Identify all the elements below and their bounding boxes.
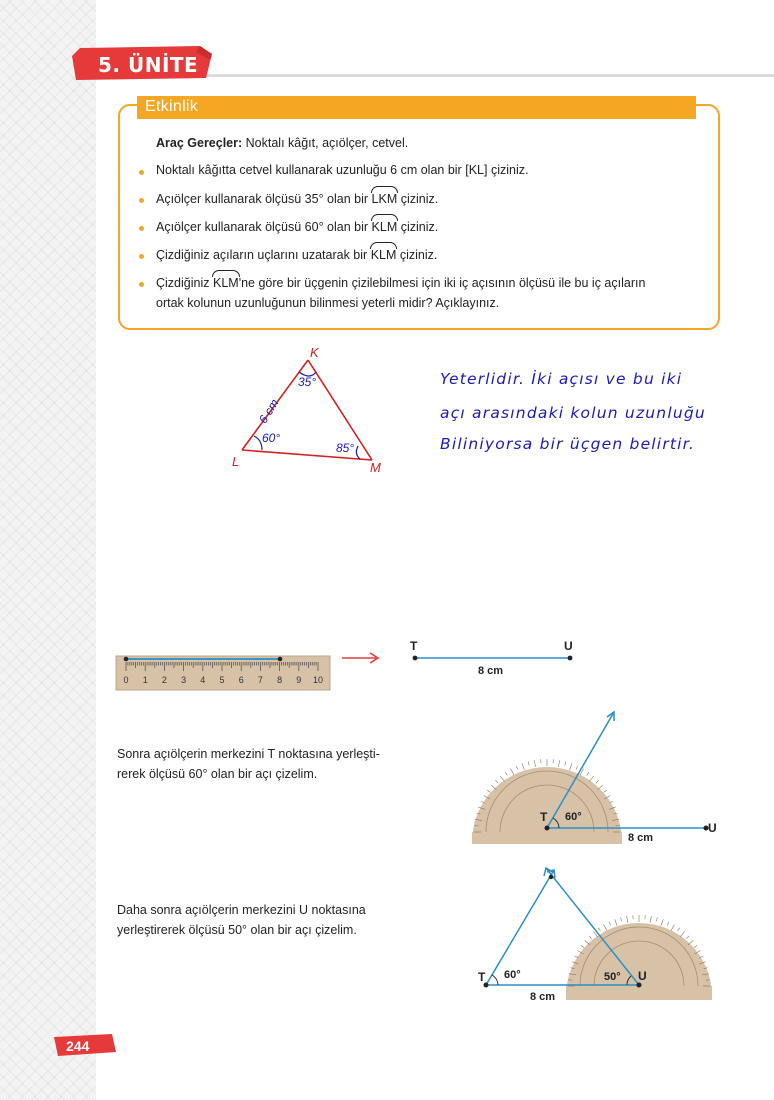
answer-line-2: açı arasındaki kolun uzunluğu [440,404,706,422]
angle-k-value: 35° [298,375,317,389]
protractor-tick [667,922,669,926]
protractor-tick [528,761,529,765]
angle-60-label: 60° [565,811,582,823]
protractor-tick [604,790,607,792]
triangle-klm-ref: KLM [212,276,239,290]
protractor-tick [686,936,689,939]
point-u-label: U [564,639,573,653]
angle-m-arc [356,446,360,459]
protractor-tick [587,772,589,775]
protractor-tick [581,945,584,947]
protractor-tick [604,925,608,931]
bullet-item-1 [156,163,528,177]
tools-label: Araç Gereçler: [156,136,243,150]
activity-title: Etkinlik [145,98,199,115]
handwritten-triangle [220,340,400,480]
protractor-tick [621,917,622,921]
ruler-tick-label: 3 [181,675,187,685]
protractor-tick [505,772,507,775]
bullet-5-rest: 'ne göre bir üçgenin çizilebilmesi için iki iç açısının ölçüsü ile bu iç açıların [238,276,646,290]
segment-length: 8 cm [628,832,654,844]
ruler-tick-label: 5 [219,675,225,685]
segment-length: 8 cm [530,991,556,1003]
bullet-2-text: Açıölçer kullanarak ölçüsü 35° olan bir [156,192,369,206]
protractor-tick [650,916,651,923]
step3-line-2: yerleştirerek ölçüsü 50° olan bir açı çizelim. [117,923,357,937]
protractor-figure-1 [466,700,728,850]
unit-label: 5. ÜNİTE [98,53,199,77]
angle-60-label: 60° [504,969,521,981]
segment-kl: [KL] [465,163,488,177]
protractor-tick [661,919,663,926]
step2-line-2: rerek ölçüsü 60° olan bir açı çizelim. [117,767,318,781]
ruler-tick-label: 2 [161,675,167,685]
protractor-tick [522,763,524,770]
vertex-k: K [310,345,319,360]
vertex-m: M [370,460,381,475]
vertex-l: L [232,454,240,469]
bullet-3-end: çiziniz. [400,220,439,234]
bullet-item-2 [156,191,438,206]
ruler-tick-label: 0 [123,675,129,685]
bullet-item-4 [156,247,437,262]
ruler [114,652,334,694]
ruler-tick-label: 7 [257,675,263,685]
side-kl-length: 6 cm [255,396,282,426]
protractor-tick [688,940,693,944]
protractor-tick [656,917,657,921]
protractor-tick [495,780,498,783]
ruler-tick-label: 10 [312,675,324,685]
triangle-klm: KLM [370,248,397,262]
protractor-tick [609,922,611,926]
bullet-icon [139,198,144,203]
angle-l-value: 60° [262,431,281,445]
protractor-tick [487,790,490,792]
angle-klm: KLM [371,220,398,234]
bullet-1-end: çiziniz. [490,163,529,177]
segment-length: 8 cm [478,665,504,677]
protractor-tick [598,785,603,789]
protractor-tick [585,940,590,944]
bullet-item-3 [156,219,438,234]
page-number: 244 [66,1038,90,1054]
bullet-5-line2: ortak kolunun uzunluğunun bilinmesi yeterli midir? Açıklayınız. [156,296,500,310]
protractor-tick [576,766,578,770]
angle-l-arc [254,436,262,450]
protractor-figure-2 [470,860,730,1010]
answer-line-3: Biliniyorsa bir üçgen belirtir. [440,435,695,453]
bullet-3-text: Açıölçer kullanarak ölçüsü 60° olan bir [156,220,369,234]
bullet-icon [139,254,144,259]
protractor-tick [598,928,600,931]
bullet-item-5 [156,275,645,290]
protractor-tick [558,760,559,767]
protractor-tick [491,785,496,789]
tools-text: Noktalı kâğıt, açıölçer, cetvel. [245,136,409,150]
ruler-tick-label: 1 [142,675,148,685]
segment-tu [400,636,590,680]
protractor-tick [570,763,572,770]
step2-line-1: Sonra açıölçerin merkezini T noktasına yerleşti- [117,747,380,761]
protractor-tick [596,780,599,783]
step3-line-1: Daha sonra açıölçerin merkezini U noktasına [117,903,366,917]
answer-line-1: Yeterlidir. İki açısı ve bu iki [440,370,683,388]
protractor-tick [511,769,515,775]
protractor-tick [677,928,679,931]
point-t-label: T [410,639,418,653]
bullet-1-text: Noktalı kâğıtta cetvel kullanarak uzunluğu 6 cm olan bir [156,163,462,177]
angle-lkm: LKM [371,192,398,206]
bullet-4-text: Çizdiğiniz açıların uçlarını uzatarak bir [156,248,368,262]
angle-m-value: 85° [336,441,355,455]
header-rule [200,74,774,77]
protractor-tick [694,945,697,947]
activity-header [137,96,696,119]
bullet-4-end: çiziniz. [399,248,438,262]
bullet-icon [139,170,144,175]
protractor-tick [680,932,684,937]
bullet-icon [139,282,144,287]
angle-50-label: 50° [604,971,621,983]
protractor-tick [565,761,566,765]
protractor-tick [671,925,675,931]
protractor-tick [589,936,592,939]
protractor-tick [589,776,593,781]
bullet-5-start: Çizdiğiniz [156,276,210,290]
tools-line [156,136,408,150]
point-t-label: T [540,810,548,824]
point-t-label: T [478,970,486,984]
protractor-tick [500,776,504,781]
protractor-tick [516,766,518,770]
point-u-label-right: U [708,821,717,835]
margin-pattern [0,0,96,1100]
ruler-tick-label: 4 [200,675,206,685]
ruler-tick-label: 8 [277,675,283,685]
protractor-tick [615,919,617,926]
point-u-label: U [638,969,647,983]
protractor-tick [534,760,535,767]
arrow-right-icon [340,650,384,666]
ruler-tick-label: 6 [238,675,244,685]
ruler-tick-label: 9 [296,675,302,685]
bullet-icon [139,226,144,231]
protractor-tick [627,916,628,923]
bullet-2-end: çiziniz. [400,192,439,206]
